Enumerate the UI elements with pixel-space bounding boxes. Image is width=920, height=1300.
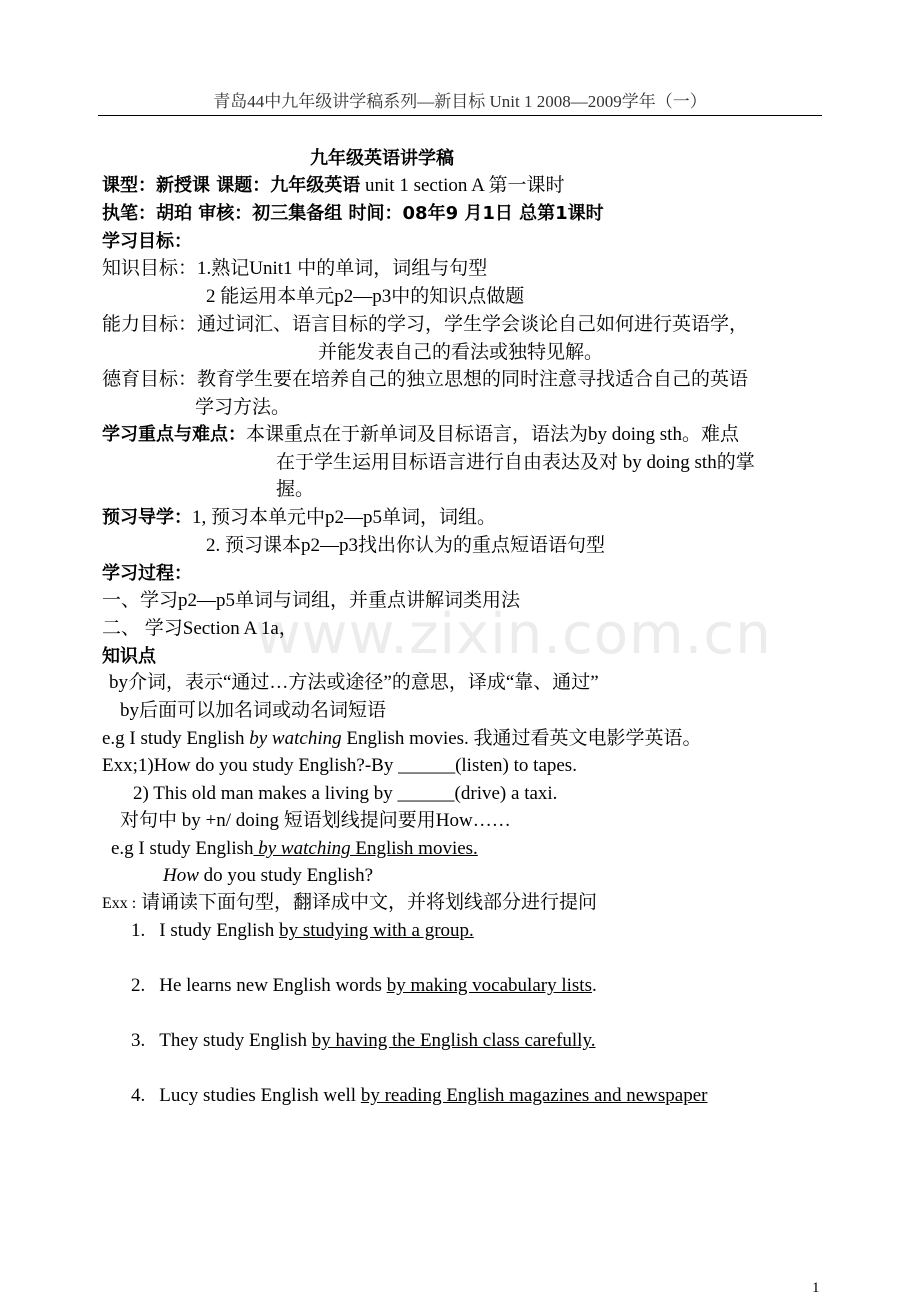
exercise-item (131, 973, 597, 999)
exercise-number: 4. (131, 1085, 146, 1106)
ability-label: 能力目标： (102, 314, 198, 335)
exercise-number: 3. (131, 1030, 146, 1051)
ability-line-1: 通过词汇、语言目标的学习，学生学会谈论自己如何进行英语学， (197, 314, 749, 335)
watermark: www.zixin.com.cn (255, 602, 772, 667)
moral-line-1: 教育学生要在培养自己的独立思想的同时注意寻找适合自己的英语 (197, 369, 749, 390)
example-3-rest: do you study English? (198, 865, 374, 886)
knowledge-point-1: by介词，表示“通过…方法或途径”的意思，译成“靠、通过” (109, 672, 599, 693)
keypoints-line-1: 本课重点在于新单词及目标语言，语法为by doing sth。难点 (246, 424, 739, 445)
exercise-underlined: by having the English class carefully. (311, 1030, 596, 1051)
knowledge-objective (102, 256, 487, 282)
exercise-fill-2: 2) This old man makes a living by ______(drive) a taxi. (133, 783, 558, 804)
objectives-heading: 学习目标： (102, 231, 192, 252)
exercise-text: Lucy studies English well (159, 1085, 361, 1106)
document-title: 九年级英语讲学稿 (310, 148, 454, 169)
exercise-text: He learns new English words (159, 975, 387, 996)
example-3-italic: How (163, 865, 199, 886)
exercise-intro-label: Exx : (102, 895, 137, 912)
exercise-fill-1: Exx;1)How do you study English?-By ______(listen) to tapes. (102, 755, 577, 776)
preview-line-1: 1, 预习本单元中p2—p5单词，词组。 (192, 507, 497, 528)
example-1-text: e.g I study English (102, 728, 250, 749)
exercise-end: . (591, 975, 597, 996)
preview-line-2: 2. 预习课本p2—p3找出你认为的重点短语语句型 (206, 535, 606, 556)
example-2-italic: by watching (253, 838, 351, 859)
preview-label: 预习导学： (102, 507, 192, 528)
exercise-underlined: by making vocabulary lists (386, 975, 592, 996)
exercise-text: They study English (159, 1030, 312, 1051)
course-rest: unit 1 section A 第一课时 (360, 175, 565, 196)
exercise-item (131, 1028, 595, 1054)
course-label: 课型：新授课 课题：九年级英语 (102, 175, 361, 196)
knowledge-points-heading: 知识点 (102, 646, 156, 667)
keypoints-line-3: 握。 (276, 479, 315, 500)
course-line (102, 173, 565, 199)
example-1-italic: by watching (249, 728, 342, 749)
example-1-rest: English movies. 我通过看英文电影学英语。 (341, 728, 702, 749)
exercise-intro (102, 890, 597, 917)
exercise-number: 2. (131, 975, 146, 996)
exercise-item (131, 918, 474, 944)
question-rule: 对句中 by +n/ doing 短语划线提问要用How…… (120, 810, 511, 831)
example-3 (163, 863, 373, 889)
keypoints (102, 422, 739, 448)
moral-objective (102, 367, 748, 393)
exercise-intro-text: 请诵读下面句型，翻译成中文，并将划线部分进行提问 (136, 892, 597, 913)
example-2 (111, 836, 478, 862)
exercise-number: 1. (131, 920, 146, 941)
running-header: 青岛44中九年级讲学稿系列—新目标 Unit 1 2008—2009学年（一） (213, 92, 707, 111)
knowledge-label: 知识目标： (102, 258, 198, 279)
author-line: 执笔：胡珀 审核：初三集备组 时间：08年9 月1日 总第1课时 (102, 203, 604, 224)
knowledge-point-2: by后面可以加名词或动名词短语 (120, 700, 387, 721)
exercise-underlined: by studying with a group. (279, 920, 474, 941)
page-number: 1 (812, 1280, 820, 1296)
keypoints-label: 学习重点与难点： (102, 424, 246, 445)
process-heading: 学习过程： (102, 563, 192, 584)
moral-label: 德育目标： (102, 369, 198, 390)
example-2-rest: English movies. (350, 838, 478, 859)
exercise-item (131, 1083, 707, 1109)
header-rule (98, 115, 822, 116)
knowledge-line-1: 1.熟记Unit1 中的单词，词组与句型 (197, 258, 488, 279)
exercise-underlined: by reading English magazines and newspaper (360, 1085, 708, 1106)
preview (102, 505, 496, 531)
ability-objective (102, 312, 748, 338)
example-1 (102, 726, 702, 752)
example-2-text: e.g I study English (111, 838, 254, 859)
step-2: 二、 学习Section A 1a， (102, 618, 298, 639)
keypoints-line-2: 在于学生运用目标语言进行自由表达及对 by doing sth的掌 (276, 452, 755, 473)
step-1: 一、学习p2—p5单词与词组，并重点讲解词类用法 (102, 590, 521, 611)
exercise-text: I study English (159, 920, 280, 941)
knowledge-line-2: 2 能运用本单元p2—p3中的知识点做题 (206, 286, 525, 307)
moral-line-2: 学习方法。 (195, 397, 291, 418)
ability-line-2: 并能发表自己的看法或独特见解。 (318, 342, 604, 363)
